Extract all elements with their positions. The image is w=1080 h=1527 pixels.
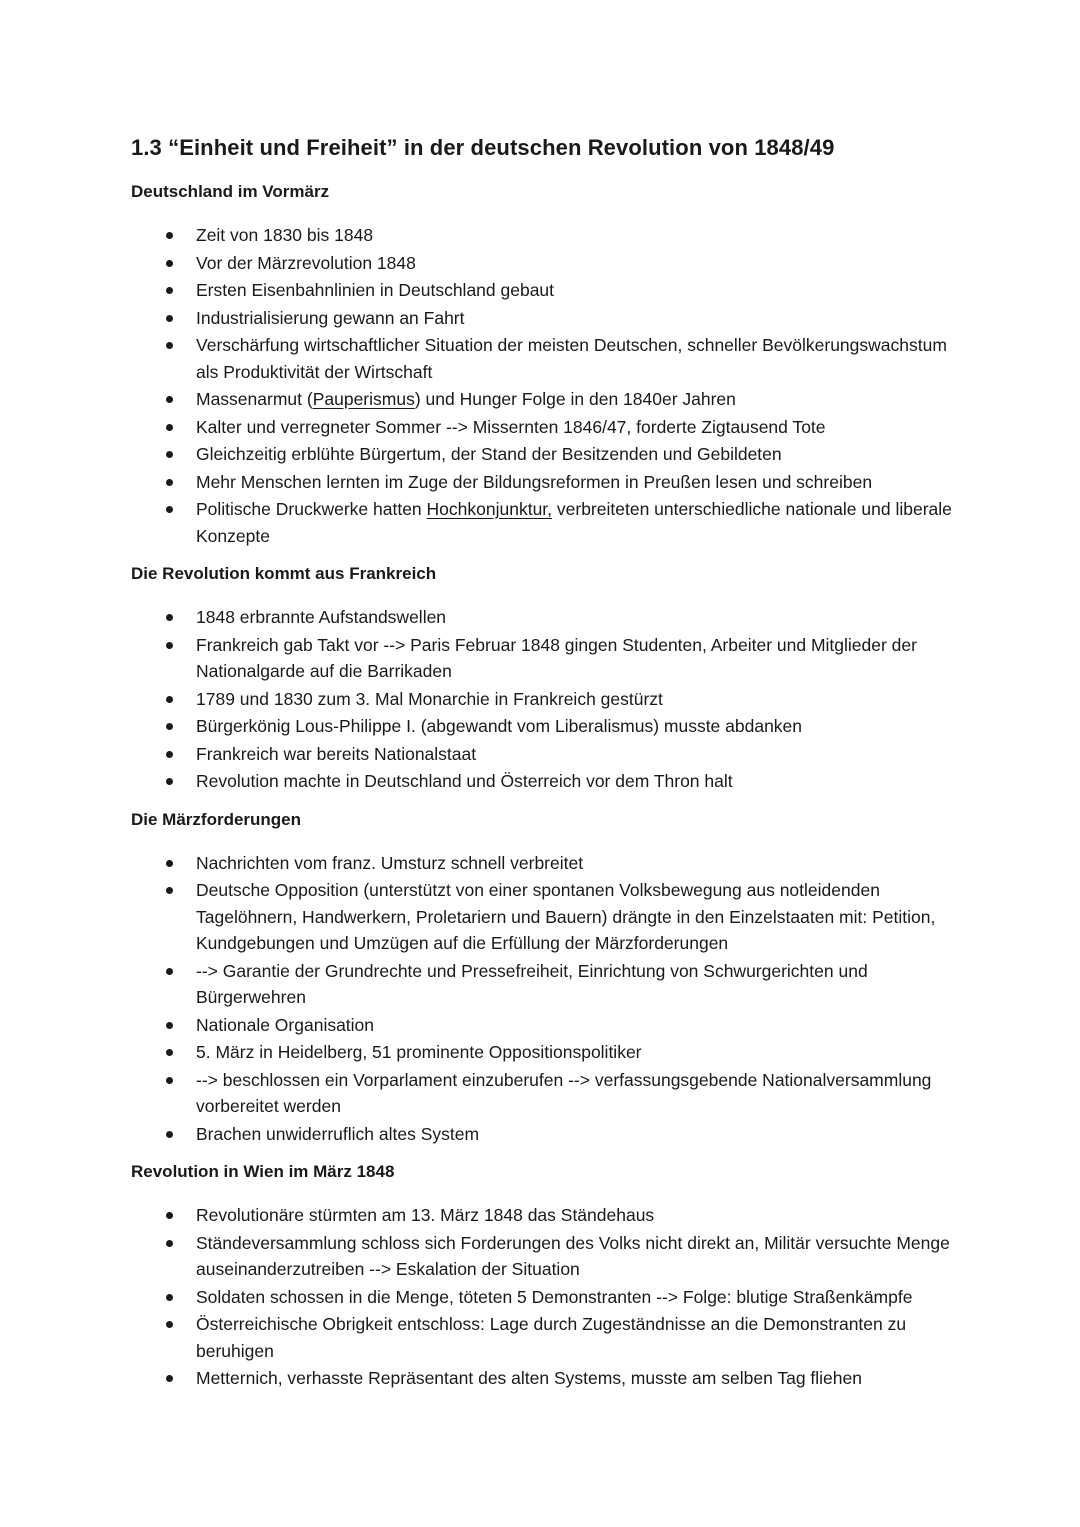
bullet-dot-icon <box>166 232 173 239</box>
bullet-dot-icon <box>166 751 173 758</box>
section-heading-maerzforderungen: Die Märzforderungen <box>131 809 302 829</box>
list-item: 1848 erbrannte Aufstandswellen <box>131 604 961 631</box>
page-title: 1.3 “Einheit und Freiheit” in der deutschen Revolution von 1848/49 <box>131 135 835 160</box>
bullet-dot-icon <box>166 315 173 322</box>
bullet-dot-icon <box>166 424 173 431</box>
list-item: Vor der Märzrevolution 1848 <box>131 250 961 277</box>
list-item: 5. März in Heidelberg, 51 prominente Oppositionspolitiker <box>131 1039 961 1066</box>
bullet-dot-icon <box>166 642 173 649</box>
list-item: Brachen unwiderruflich altes System <box>131 1121 961 1148</box>
bullet-list-maerzforderungen <box>131 850 961 1148</box>
underlined-term-hochkonjunktur: Hochkonjunktur, <box>426 499 553 519</box>
bullet-dot-icon <box>166 1294 173 1301</box>
list-item: Soldaten schossen in die Menge, töteten 5 Demonstranten --> Folge: blutige Straßenkämpfe <box>131 1284 961 1311</box>
list-item: Kalter und verregneter Sommer --> Missernten 1846/47, forderte Zigtausend Tote <box>131 414 961 441</box>
list-item: Mehr Menschen lernten im Zuge der Bildungsreformen in Preußen lesen und schreiben <box>131 469 961 496</box>
list-item: Bürgerkönig Lous-Philippe I. (abgewandt vom Liberalismus) musste abdanken <box>131 713 961 740</box>
bullet-dot-icon <box>166 778 173 785</box>
bullet-dot-icon <box>166 614 173 621</box>
section-heading-vormaerz: Deutschland im Vormärz <box>131 182 330 201</box>
list-item: Zeit von 1830 bis 1848 <box>131 222 961 249</box>
bullet-dot-icon <box>166 342 173 349</box>
bullet-dot-icon <box>166 696 173 703</box>
list-item: Gleichzeitig erblühte Bürgertum, der Stand der Besitzenden und Gebildeten <box>131 441 961 468</box>
list-item: Massenarmut (Pauperismus) und Hunger Folge in den 1840er Jahren <box>131 386 961 413</box>
list-item: Revolution machte in Deutschland und Österreich vor dem Thron halt <box>131 768 961 795</box>
bullet-list-frankreich <box>131 604 961 795</box>
bullet-dot-icon <box>166 506 173 513</box>
list-item: Metternich, verhasste Repräsentant des alten Systems, musste am selben Tag fliehen <box>131 1365 961 1392</box>
bullet-dot-icon <box>166 287 173 294</box>
bullet-dot-icon <box>166 479 173 486</box>
bullet-list-vormaerz <box>131 222 961 549</box>
bullet-dot-icon <box>166 1049 173 1056</box>
bullet-dot-icon <box>166 1131 173 1138</box>
bullet-dot-icon <box>166 1375 173 1382</box>
list-item: Ersten Eisenbahnlinien in Deutschland gebaut <box>131 277 961 304</box>
bullet-dot-icon <box>166 1240 173 1247</box>
bullet-dot-icon <box>166 260 173 267</box>
list-item: Industrialisierung gewann an Fahrt <box>131 305 961 332</box>
list-item: Politische Druckwerke hatten Hochkonjunktur, verbreiteten unterschiedliche nationale und liberale Konzepte <box>131 496 961 549</box>
bullet-dot-icon <box>166 860 173 867</box>
section-heading-frankreich: Die Revolution kommt aus Frankreich <box>131 564 437 583</box>
bullet-dot-icon <box>166 451 173 458</box>
bullet-dot-icon <box>166 968 173 975</box>
section-heading-wien: Revolution in Wien im März 1848 <box>131 1162 395 1181</box>
bullet-dot-icon <box>166 1212 173 1219</box>
bullet-dot-icon <box>166 887 173 894</box>
bullet-list-wien <box>131 1202 961 1392</box>
bullet-dot-icon <box>166 396 173 403</box>
list-item: Frankreich war bereits Nationalstaat <box>131 741 961 768</box>
list-item: Ständeversammlung schloss sich Forderungen des Volks nicht direkt an, Militär versuchte Menge auseinanderzutreiben --> Eskalation der Situation <box>131 1230 961 1283</box>
bullet-dot-icon <box>166 1077 173 1084</box>
list-item: Verschärfung wirtschaftlicher Situation der meisten Deutschen, schneller Bevölkerungswachstum als Produktivität der Wirtschaft <box>131 332 961 385</box>
list-item: Revolutionäre stürmten am 13. März 1848 das Ständehaus <box>131 1202 961 1229</box>
list-item: 1789 und 1830 zum 3. Mal Monarchie in Frankreich gestürzt <box>131 686 961 713</box>
document-page <box>131 133 961 1406</box>
list-item: Österreichische Obrigkeit entschloss: Lage durch Zugeständnisse an die Demonstranten zu beruhigen <box>131 1311 961 1364</box>
list-item: Nationale Organisation <box>131 1012 961 1039</box>
bullet-dot-icon <box>166 1321 173 1328</box>
list-item: --> Garantie der Grundrechte und Pressefreiheit, Einrichtung von Schwurgerichten und Bürgerwehren <box>131 958 961 1011</box>
list-item: Frankreich gab Takt vor --> Paris Februar 1848 gingen Studenten, Arbeiter und Mitglieder der Nationalgarde auf die Barrikaden <box>131 632 961 685</box>
underlined-term-pauperismus: Pauperismus <box>312 389 415 409</box>
list-item: --> beschlossen ein Vorparlament einzuberufen --> verfassungsgebende Nationalversammlung vorbereitet werden <box>131 1067 961 1120</box>
bullet-dot-icon <box>166 723 173 730</box>
bullet-dot-icon <box>166 1022 173 1029</box>
list-item: Deutsche Opposition (unterstützt von einer spontanen Volksbewegung aus notleidenden Tagelöhnern, Handwerkern, Proletariern und Bauern) drängte in den Einzelstaaten mit: Petition, Kundgebungen und Umzügen auf die Erfüllung der Märzforderungen <box>131 877 961 957</box>
list-item: Nachrichten vom franz. Umsturz schnell verbreitet <box>131 850 961 877</box>
